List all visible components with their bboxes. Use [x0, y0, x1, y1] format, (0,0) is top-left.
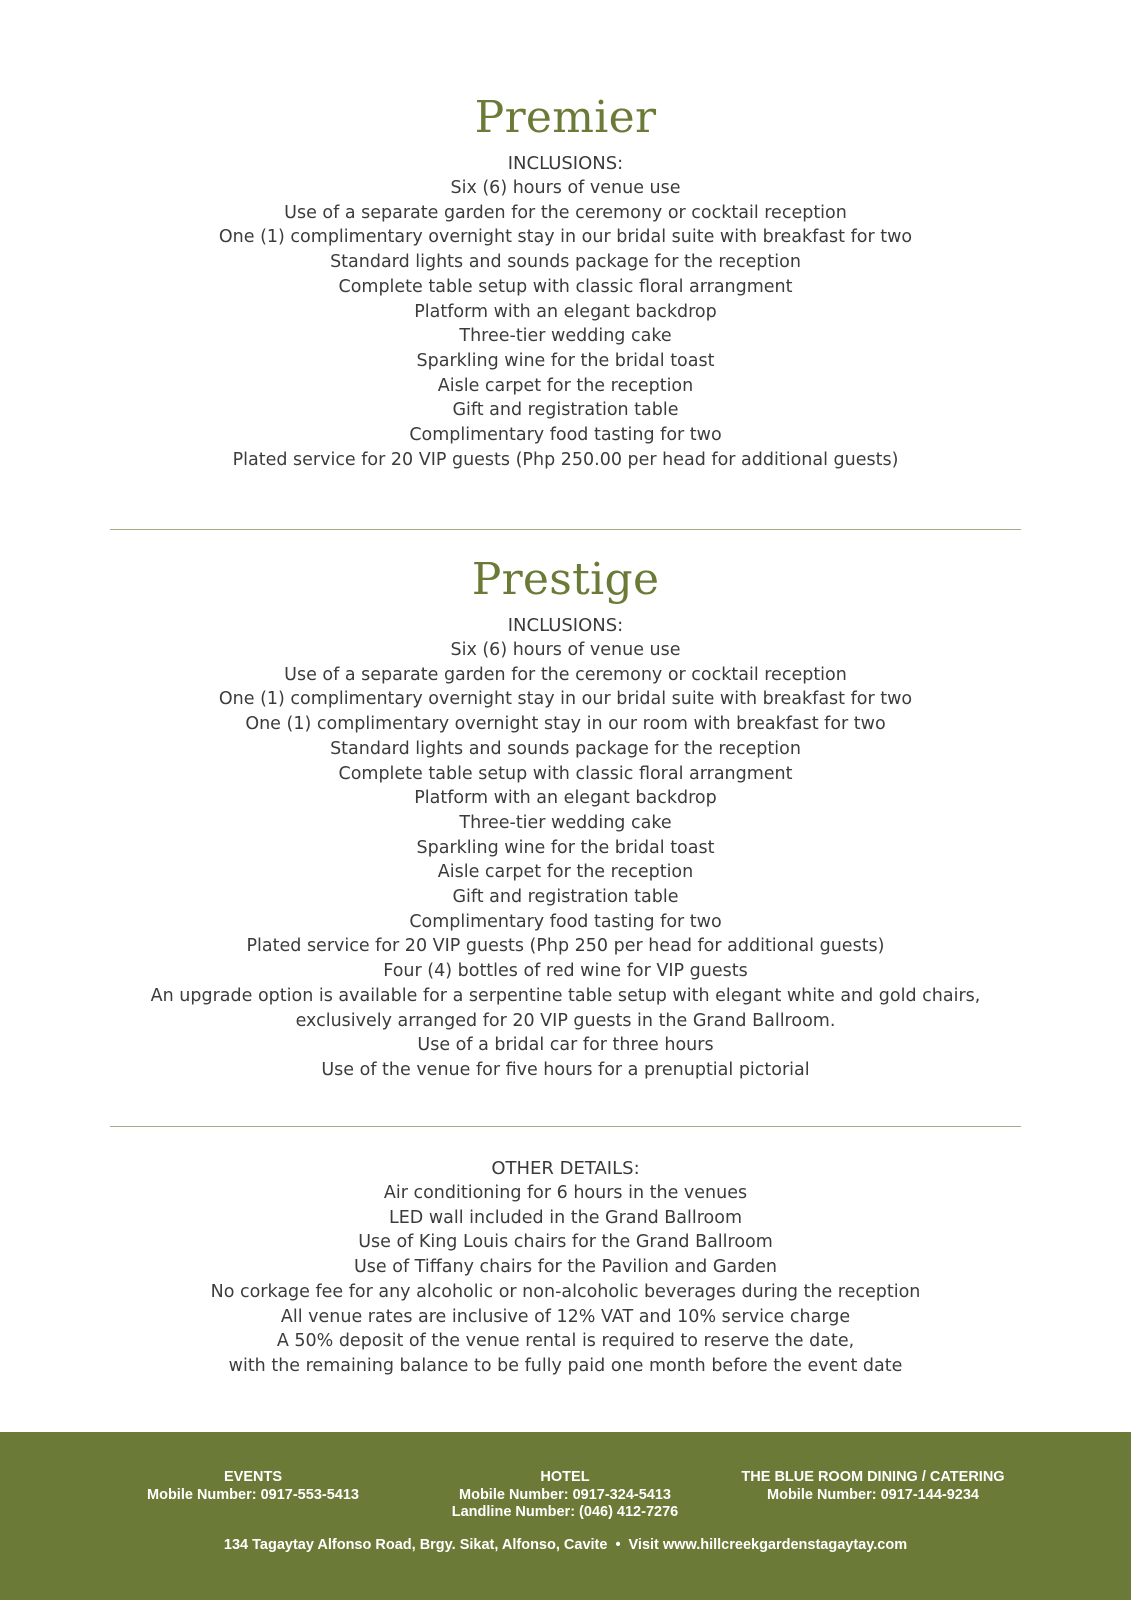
- list-item: exclusively arranged for 20 VIP guests in the Grand Ballroom.: [295, 1010, 836, 1031]
- hotel-contact: [415, 1469, 715, 1522]
- premier-section: [0, 92, 1131, 472]
- list-item: One (1) complimentary overnight stay in our bridal suite with breakfast for two: [218, 227, 913, 248]
- website-link[interactable]: Visit www.hillcreekgardenstagaytay.com: [628, 1537, 908, 1553]
- list-item: Complimentary food tasting for two: [409, 425, 722, 446]
- hotel-heading: HOTEL: [540, 1469, 590, 1485]
- dining-contact: [713, 1469, 1033, 1504]
- list-item: Four (4) bottles of red wine for VIP guests: [383, 961, 748, 982]
- list-item: A 50% deposit of the venue rental is required to reserve the date,: [276, 1331, 855, 1352]
- list-item: Complimentary food tasting for two: [409, 911, 722, 932]
- list-item: An upgrade option is available for a serpentine table setup with elegant white and gold chairs,: [150, 985, 981, 1006]
- list-item: Plated service for 20 VIP guests (Php 250.00 per head for additional guests): [232, 449, 899, 470]
- events-contact: [103, 1469, 403, 1504]
- contact-footer: [0, 1432, 1131, 1600]
- list-item: Six (6) hours of venue use: [450, 640, 681, 660]
- list-item: No corkage fee for any alcoholic or non-alcoholic beverages during the reception: [210, 1281, 921, 1302]
- bullet-separator: •: [615, 1537, 621, 1553]
- premier-inclusions-label: INCLUSIONS:: [507, 153, 624, 174]
- section-divider: [110, 529, 1021, 530]
- list-item: Platform with an elegant backdrop: [414, 301, 717, 322]
- hotel-landline[interactable]: Landline Number: (046) 412-7276: [451, 1504, 679, 1520]
- hotel-mobile[interactable]: Mobile Number: 0917-324-5413: [459, 1486, 671, 1503]
- other-details-list: [0, 1181, 1131, 1379]
- list-item: One (1) complimentary overnight stay in our bridal suite with breakfast for two: [218, 689, 913, 710]
- premier-title: Premier: [474, 92, 657, 143]
- prestige-section: [0, 554, 1131, 1083]
- list-item: Use of a separate garden for the ceremony or cocktail reception: [284, 202, 847, 223]
- list-item: Gift and registration table: [452, 400, 679, 421]
- premier-inclusions-list: [0, 176, 1131, 472]
- list-item: Aisle carpet for the reception: [437, 375, 694, 396]
- address: 134 Tagaytay Alfonso Road, Brgy. Sikat, Alfonso, Cavite: [223, 1537, 608, 1553]
- events-mobile[interactable]: Mobile Number: 0917-553-5413: [147, 1486, 359, 1503]
- section-divider: [110, 1126, 1021, 1127]
- address-line: [0, 1536, 1131, 1554]
- list-item: LED wall included in the Grand Ballroom: [388, 1207, 742, 1228]
- prestige-inclusions-label: INCLUSIONS:: [507, 615, 624, 636]
- prestige-inclusions-list: [0, 638, 1131, 1083]
- list-item: Sparkling wine for the bridal toast: [416, 837, 715, 858]
- list-item: Air conditioning for 6 hours in the venues: [383, 1183, 748, 1203]
- list-item: Complete table setup with classic floral arrangment: [338, 763, 793, 784]
- other-details-section: [0, 1157, 1131, 1379]
- list-item: Use of a separate garden for the ceremony or cocktail reception: [284, 664, 847, 685]
- list-item: Use of Tiffany chairs for the Pavilion and Garden: [354, 1257, 777, 1278]
- list-item: Standard lights and sounds package for the reception: [330, 252, 801, 273]
- list-item: Three-tier wedding cake: [459, 812, 672, 833]
- list-item: Six (6) hours of venue use: [450, 178, 681, 198]
- dining-heading: THE BLUE ROOM DINING / CATERING: [741, 1469, 1005, 1485]
- list-item: Three-tier wedding cake: [459, 326, 672, 347]
- list-item: Gift and registration table: [452, 887, 679, 908]
- list-item: with the remaining balance to be fully paid one month before the event date: [228, 1355, 903, 1376]
- list-item: Use of a bridal car for three hours: [417, 1035, 714, 1056]
- list-item: Platform with an elegant backdrop: [414, 788, 717, 809]
- list-item: Aisle carpet for the reception: [437, 862, 694, 883]
- dining-mobile[interactable]: Mobile Number: 0917-144-9234: [767, 1486, 979, 1503]
- list-item: Complete table setup with classic floral arrangment: [338, 276, 793, 297]
- list-item: All venue rates are inclusive of 12% VAT and 10% service charge: [280, 1306, 851, 1327]
- list-item: Sparkling wine for the bridal toast: [416, 350, 715, 371]
- list-item: Standard lights and sounds package for the reception: [330, 738, 801, 759]
- prestige-title: Prestige: [471, 554, 660, 605]
- list-item: Use of the venue for five hours for a prenuptial pictorial: [321, 1059, 810, 1080]
- list-item: Plated service for 20 VIP guests (Php 250 per head for additional guests): [246, 936, 885, 957]
- events-heading: EVENTS: [223, 1469, 282, 1485]
- other-details-label: OTHER DETAILS:: [491, 1158, 640, 1179]
- list-item: One (1) complimentary overnight stay in our room with breakfast for two: [245, 714, 886, 735]
- list-item: Use of King Louis chairs for the Grand Ballroom: [358, 1232, 773, 1253]
